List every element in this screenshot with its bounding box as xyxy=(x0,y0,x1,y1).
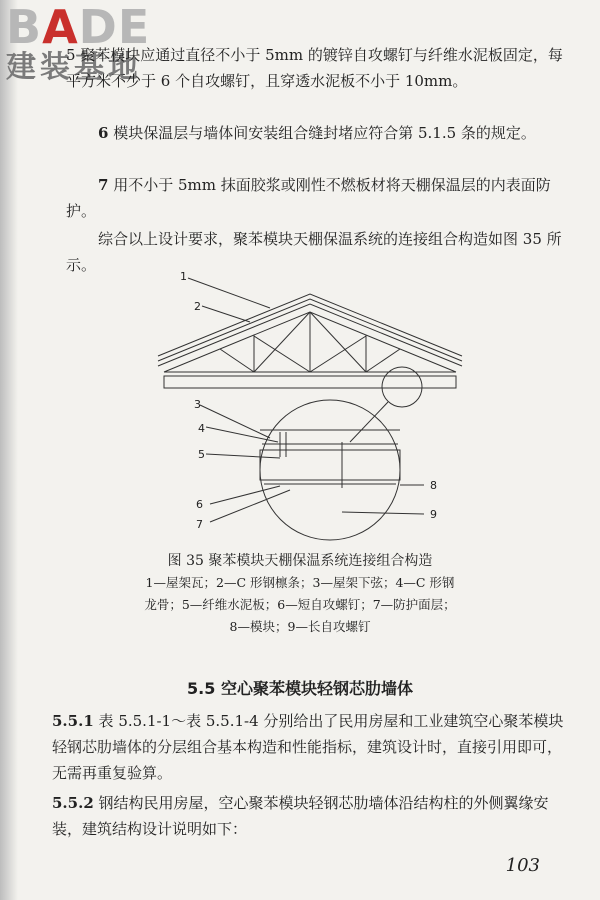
paragraph-5-5-2: 5.5.2 钢结构民用房屋，空心聚苯模块轻钢芯肋墙体沿结构柱的外侧翼缘安装，建筑结构设计说明如下： xyxy=(52,794,549,838)
paragraph-item5-continued: 5 聚苯模块应通过直径不小于 5mm 的镀锌自攻螺钉与纤维水泥板固定，每平方米不少于 6 个自攻螺钉，且穿透水泥板不小于 10mm。 xyxy=(66,46,563,90)
diagram-label-6: 6 xyxy=(196,498,203,511)
diagram-label-3: 3 xyxy=(194,398,201,411)
paragraph-summary: 综合以上设计要求，聚苯模块天棚保温系统的连接组合构造如图 35 所示。 xyxy=(66,230,562,274)
figure-legend: 1—屋架瓦；2—C 形钢檩条；3—屋架下弦；4—C 形钢 龙骨；5—纤维水泥板；6—短自攻螺钉；7—防护面层； 8—模块；9—长自攻螺钉 xyxy=(144,575,456,634)
diagram-label-5: 5 xyxy=(198,448,205,461)
page-gutter-shadow xyxy=(0,0,18,900)
diagram-label-9: 9 xyxy=(430,508,437,521)
diagram-label-4: 4 xyxy=(198,422,205,435)
diagram-label-7: 7 xyxy=(196,518,203,531)
diagram-label-1: 1 xyxy=(180,272,187,283)
paragraph-item6: 6 模块保温层与墙体间安装组合缝封堵应符合第 5.1.5 条的规定。 xyxy=(98,124,536,142)
figure-35-diagram xyxy=(150,272,470,542)
paragraph-5-5-1: 5.5.1 表 5.5.1-1～表 5.5.1-4 分别给出了民用房屋和工业建筑空心聚苯模块轻钢芯肋墙体的分层组合基本构造和性能指标，建筑设计时，直接引用即可，无需再重复验算。 xyxy=(52,712,564,782)
watermark-logo: BADE 建装基地 xyxy=(6,0,151,85)
page-number: 103 xyxy=(505,855,540,876)
diagram-label-2: 2 xyxy=(194,300,201,313)
diagram-label-8: 8 xyxy=(430,479,437,492)
figure-caption: 图 35 聚苯模块天棚保温系统连接组合构造 xyxy=(167,553,433,569)
paragraph-item7: 7 用不小于 5mm 抹面胶浆或刚性不燃板材将天棚保温层的内表面防护。 xyxy=(66,176,551,220)
section-heading: 5.5 空心聚苯模块轻钢芯肋墙体 xyxy=(187,679,413,698)
